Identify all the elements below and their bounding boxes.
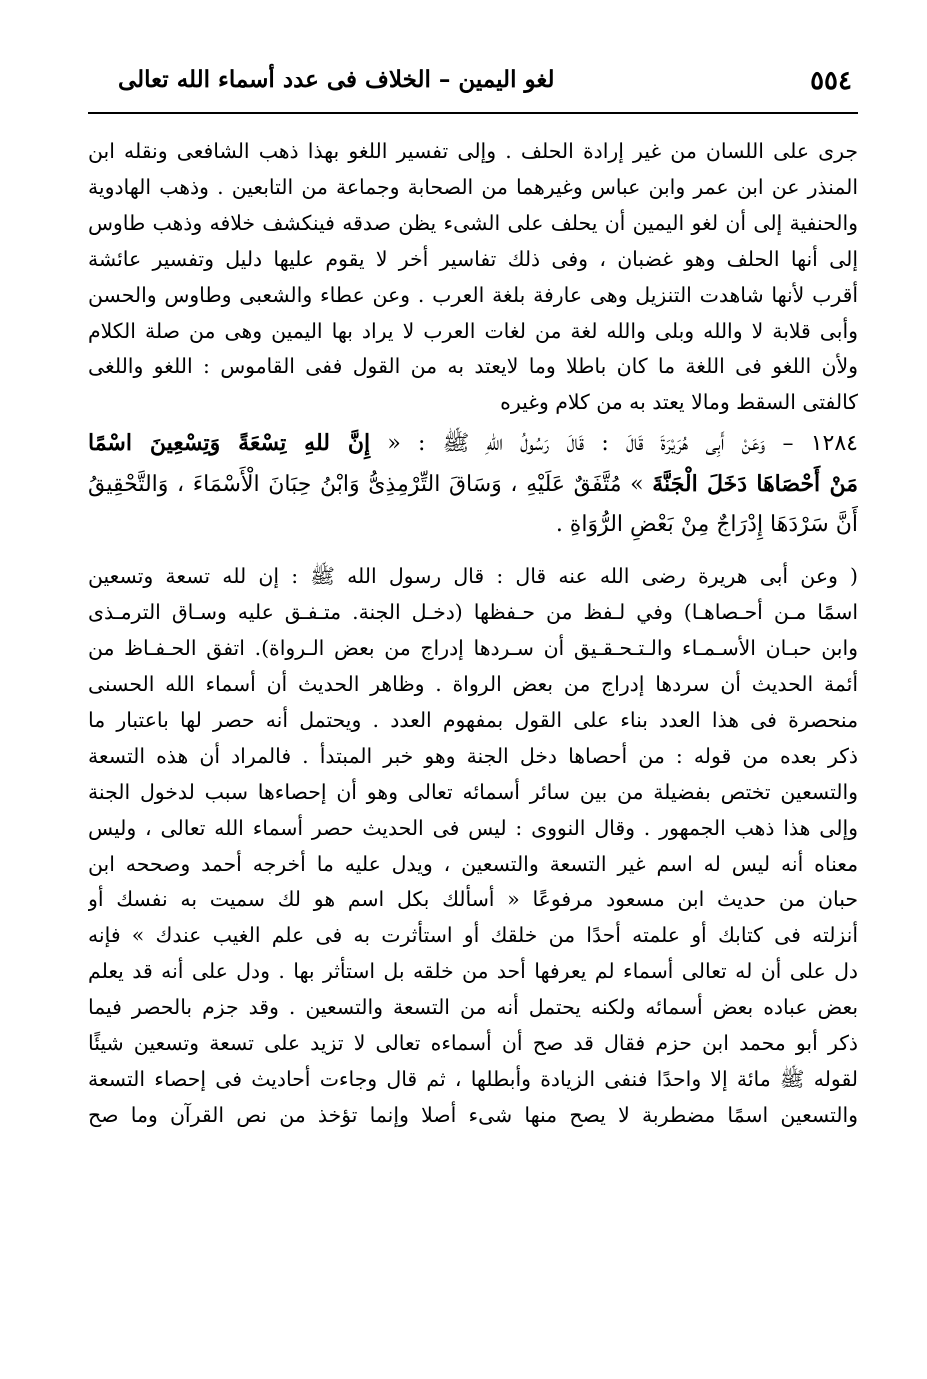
text-line: معناه أنه ليس له اسم غير التسعة والتسعين ، ويدل عليه ما أخرجه أحمد وصححه ابن	[88, 851, 858, 876]
hadith-line-2	[88, 464, 858, 505]
hadith-quote-bold: إِنَّ للهِ تِسْعَةً وَتِسْعِينَ اسْمًا	[88, 430, 371, 457]
running-title: لغو اليمين – الخلاف فى عدد أسماء الله تعالى	[118, 66, 555, 93]
text-line: دل على أن له تعالى أسماء لم يعرفها أحد من خلقه بل استأثر بها . ودل على أنه قد يعلم	[88, 959, 858, 984]
page	[88, 60, 858, 1134]
text-line: إلى أنها الحلف وهو غضبان ، وفى ذلك تفاسير أخر لا يقوم عليها دليل وتفسير عائشة	[88, 246, 858, 271]
hadith-line-1	[88, 423, 858, 464]
hadith-source: » مُتَّفَقٌ عَلَيْهِ ، وَسَاقَ التِّرْمِذِىُّ وَابْنُ حِبَانَ الْأَسْمَاءَ ، وَالتَّحْقِيقُ	[88, 472, 644, 498]
text-line: ولأن اللغو فى اللغة ما كان باطلا وما لايعتد به من القول ففى القاموس : اللغو واللغى	[88, 354, 858, 379]
paragraph-1	[88, 134, 858, 421]
text-line: والتسعين تختص بفضيلة من بين سائر أسمائه تعالى وهو أن إحصاءها سبب لدخول الجنة	[88, 779, 858, 804]
hadith-quote-bold: مَنْ أَحْصَاهَا دَخَلَ الْجَنَّةَ	[652, 471, 858, 498]
text-line: وإلى هذا ذهب الجمهور . وقال النووى : ليس فى الحديث حصر أسماء الله تعالى ، وليس	[88, 815, 858, 840]
text-line: اسمًا مـن أحـصاهـا) وفي لـفظ من حـفظها (دخـل الجنة. متـفـق عليه وسـاق الترمـذى	[88, 600, 858, 625]
text-line: والتسعين اسمًا مضطربة لا يصح منها شىء أصلا وإنما تؤخذ من نص القرآن وما صح	[88, 1102, 858, 1127]
text-line: حبان من حديث ابن مسعود مرفوعًا « أسألك بكل اسم هو لك سميت به نفسك أو	[88, 887, 858, 912]
text-line: كالفتى السقط ومالا يعتد به من كلام وغيره	[500, 390, 858, 415]
commentary	[88, 559, 858, 1134]
text-line: ( وعن أبى هريرة رضى الله عنه قال : قال رسول الله ﷺ : إن لله تسعة وتسعين	[88, 564, 858, 589]
text-line: ذكر بعده من قوله : من أحصاها دخل الجنة وهو خبر المبتدأ . فالمراد أن هذه التسعة	[88, 743, 858, 768]
text-line: وابن حبـان الأسـمـاء والـتـحـقـيق أن سـردها إدراج من بعض الـرواة). اتفق الحـفـاظ من	[88, 636, 858, 661]
hadith-intro: ١٢٨٤ – وَعَنْ أَبِى هُرَيْرَةَ قَالَ : قَالَ رَسُولُ اللهِ ﷺ : «	[387, 431, 858, 457]
text-line: وأبى قلابة لا والله وبلى والله لغة من لغات العرب لا يراد بها اليمين وهى من صلة الكلام	[88, 318, 858, 343]
hadith-text	[88, 423, 858, 545]
page-header	[88, 60, 858, 114]
text-line: والحنفية إلى أن لغو اليمين أن يحلف على الشىء يظن صدقه فينكشف خلافه وذهب طاوس	[88, 210, 858, 235]
text-line: أئمة الحديث أن سردها إدراج من بعض الرواة . وظاهر الحديث أن أسماء الله الحسنى	[88, 671, 858, 696]
text-line: منحصرة فى هذا العدد بناء على القول بمفهوم العدد . ويحتمل أنه حصر لها باعتبار ما	[88, 707, 858, 732]
text-line: جرى على اللسان من غير إرادة الحلف . وإلى تفسير اللغو بهذا ذهب الشافعى ونقله ابن	[88, 139, 858, 163]
hadith-line-3: أَنَّ سَرْدَهَا إِدْرَاجٌ مِنْ بَعْضِ الرُّوَاةِ .	[555, 512, 858, 538]
text-line: لقوله ﷺ مائة إلا واحدًا فنفى الزيادة وأبطلها ، ثم قال وجاءت أحاديث فى إحصاء التسعة	[88, 1066, 858, 1091]
text-line: أنزلته فى كتابك أو علمته أحدًا من خلقك أو استأثرت به فى علم الغيب عندك » فإنه	[88, 923, 858, 948]
text-line: ذكر أبو محمد ابن حزم فقال قد صح أن أسماءه تعالى لا تزيد على تسعة وتسعين شيئًا	[88, 1031, 858, 1056]
page-number: ٥٥٤	[810, 66, 852, 96]
text-line: أقرب لأنها شاهدت التنزيل وهى عارفة بلغة العرب . وعن عطاء والشعبى وطاوس والحسن	[88, 282, 858, 307]
text-line: المنذر عن ابن عمر وابن عباس وغيرهما من الصحابة وجماعة من التابعين . وذهب الهادوية	[88, 174, 858, 199]
text-line: بعض عباده بعض أسمائه ولكنه يحتمل أنه من التسعة والتسعين . وقد جزم بالحصر فيما	[88, 995, 858, 1020]
